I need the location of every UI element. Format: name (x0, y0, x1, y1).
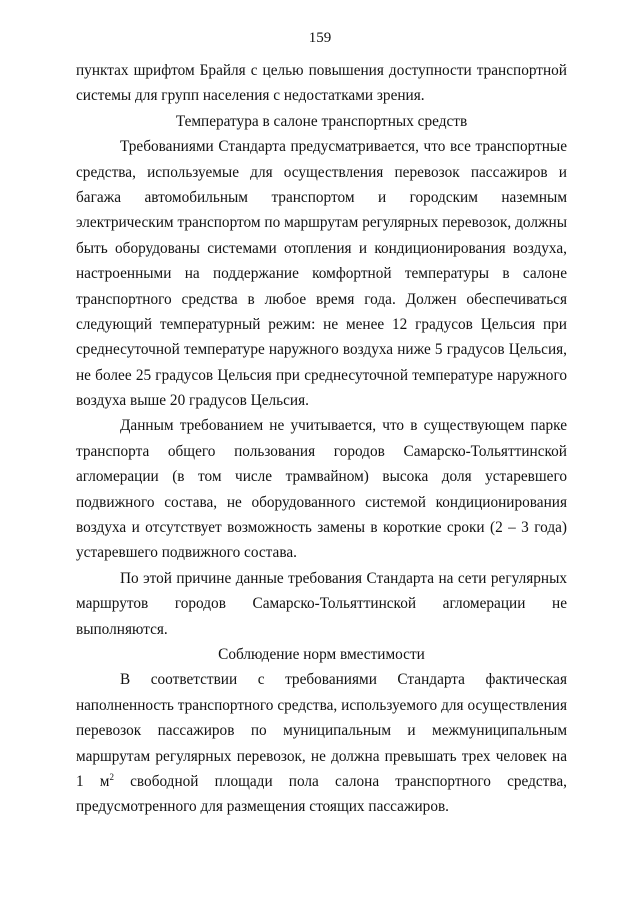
text-line: средства, используемые для осуществления перевозок пассажиров и (76, 163, 567, 181)
page-number: 159 (308, 30, 332, 46)
section-heading: Температура в салоне транспортных средств (175, 112, 468, 130)
text-line: подвижного состава, не оборудованного системой кондиционирования (76, 493, 567, 511)
text-segment: свободной площади пола салона транспортного средства, (113, 772, 568, 790)
text-line: выполняются. (76, 620, 168, 638)
text-line: следующий температурный режим: не менее 12 градусов Цельсия при (76, 315, 567, 333)
text-line: наполненность транспортного средства, используемого для осуществления (76, 696, 567, 714)
text-line: По этой причине данные требования Стандарта на сети регулярных (120, 569, 567, 587)
text-line: системы для групп населения с недостатками зрения. (76, 87, 425, 105)
text-line: электрическим транспортом по маршрутам регулярных перевозок, должны (76, 214, 567, 232)
section-heading: Соблюдение норм вместимости (218, 645, 425, 663)
text-line: пунктах шрифтом Брайля с целью повышения доступности транспортной (76, 62, 567, 79)
text-line: транспортного средства в любое время года. Должен обеспечиваться (76, 290, 567, 308)
text-line: воздуха и отсутствует возможность замены в короткие сроки (2 – 3 года) (76, 519, 567, 537)
text-line: предусмотренного для размещения стоящих пассажиров. (76, 798, 450, 816)
text-line: не более 25 градусов Цельсия при среднесуточной температуре наружного (76, 366, 567, 384)
text-line: маршрутам регулярных перевозок, не должна превышать трех человек на (76, 747, 567, 765)
text-line: воздуха выше 20 градусов Цельсия. (76, 392, 309, 410)
text-line: перевозок пассажиров по муниципальным и межмуниципальным (76, 722, 567, 740)
text-line: транспорта общего пользования городов Самарско-Тольяттинской (76, 442, 567, 460)
text-line: среднесуточной температуре наружного воздуха ниже 5 градусов Цельсия, (76, 341, 567, 359)
document-body (76, 58, 567, 820)
text-line: В соответствии с требованиями Стандарта фактическая (120, 671, 567, 689)
superscript: 2 (109, 771, 114, 782)
text-line: маршрутов городов Самарско-Тольяттинской агломерации не (76, 595, 567, 613)
text-line: агломерации (в том числе трамвайном) высока доля устаревшего (76, 468, 567, 486)
text-line: багажа автомобильным транспортом и городским наземным (76, 188, 567, 206)
text-segment: 1 м (76, 772, 110, 790)
text-line: устаревшего подвижного состава. (76, 544, 297, 562)
text-line (76, 769, 567, 794)
text-line: Требованиями Стандарта предусматривается, что все транспортные (120, 138, 567, 156)
text-line: настроенными на поддержание комфортной температуры в салоне (76, 265, 567, 283)
text-line: Данным требованием не учитывается, что в существующем парке (120, 417, 567, 435)
text-line: быть оборудованы системами отопления и кондиционирования воздуха, (76, 239, 567, 257)
